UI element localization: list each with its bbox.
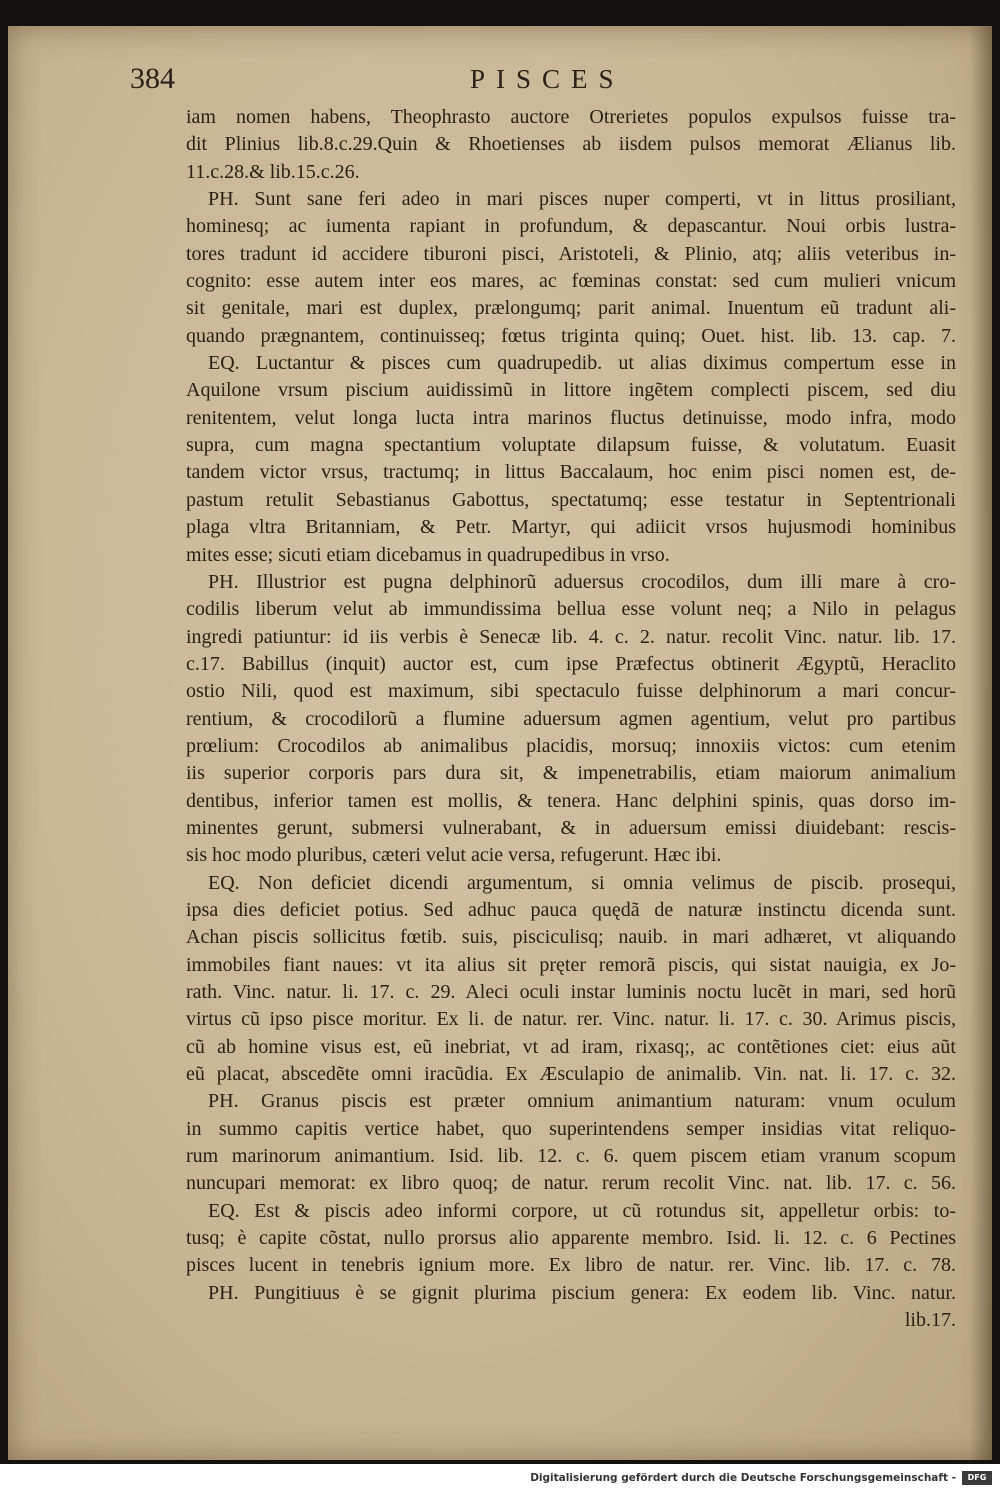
text-line: rum marinorum animantium. Isid. lib. 12. c. 6. quem piscem etiam vranum scopum [186, 1145, 956, 1168]
text-line: pisces lucent in tenebris ignium more. Ex libro de natur. rer. Vinc. lib. 17. c. 78. [186, 1254, 956, 1277]
text-line: renitentem, velut longa lucta intra marinos fluctus detinuisse, modo infra, modo [186, 406, 956, 429]
page-spine-shadow [970, 26, 992, 1460]
text-line: supra, cum magna spectantium voluptate dilapsum fuisse, & volutatum. Euasit [186, 434, 956, 457]
text-line: PH. Pungitiuus è se gignit plurima piscium genera: Ex eodem lib. Vinc. natur. [208, 1281, 956, 1304]
footer-credit: Digitalisierung gefördert durch die Deutsche Forschungsgemeinschaft - [530, 1472, 956, 1484]
text-line: codilis liberum velut ab immundissima bellua esse volunt neq; a Nilo in pelagus [186, 598, 956, 621]
text-line: EQ. Luctantur & pisces cum quadrupedib. ut alias diximus compertum esse in [208, 352, 956, 375]
text-line: PH. Granus piscis est præter omnium animantium naturam: vnum oculum [208, 1090, 956, 1113]
text-line: tandem victor vrsus, tractumq; in littus Baccalaum, hoc enim pisci nomen est, de- [186, 461, 956, 484]
catchword: lib.17. [904, 1309, 956, 1332]
text-line: eũ placat, abscedẽte omni iracũdia. Ex Æsculapio de animalib. Vin. nat. li. 17. c. 32. [186, 1063, 956, 1086]
text-line: quando prægnantem, continuisseq; fœtus triginta quinq; Ouet. hist. lib. 13. cap. 7. [186, 324, 956, 347]
text-line: minentes gerunt, submersi vulnerabant, & in aduersum emissi diuidebant: rescis- [186, 816, 956, 839]
text-line: rentium, & crocodilorũ a flumine aduersum agmen agentium, velut pro partibus [186, 707, 956, 730]
body-text [186, 104, 956, 1334]
text-line: Aquilone vrsum piscium auidissimũ in littore ingẽtem complecti piscem, sed diu [186, 379, 956, 402]
text-line: iam nomen habens, Theophrasto auctore Otrerietes populos expulsos fuisse tra- [186, 106, 956, 128]
text-line: ostio Nili, quod est maximum, sibi spectaculo fuisse delphinorum a mari concur- [186, 680, 956, 703]
text-line: in summo capitis vertice habet, quo superintendens semper insidias vitat reliquo- [186, 1117, 956, 1140]
text-line: sit genitale, mari est duplex, prælongumq; parit animal. Inuentum eũ tradunt ali- [186, 297, 956, 320]
text-line: immobiles fiant naues: vt ita alius sit pręter remorã piscis, qui sistat nauigia, ex Jo- [186, 953, 956, 976]
dfg-logo: DFG [962, 1471, 992, 1485]
text-line: hominesq; ac iumenta rapiant in profundum, & depascantur. Noui orbis lustra- [186, 215, 956, 238]
text-line: tores tradunt id accidere tiburoni pisci, Aristoteli, & Plinio, atq; aliis veteribus in- [186, 242, 956, 265]
text-line: virtus cũ ipso pisce moritur. Ex li. de natur. rer. Vinc. natur. li. 17. c. 30. Arimus piscis, [186, 1008, 956, 1031]
text-line: dit Plinius lib.8.c.29.Quin & Rhoetienses ab iisdem pulsos memorat Ælianus lib. [186, 133, 956, 156]
text-line: 11.c.28.& lib.15.c.26. [186, 160, 360, 183]
text-line: mites esse; sicuti etiam dicebamus in quadrupedibus in vrso. [186, 543, 670, 566]
text-line: Achan piscis sollicitus fœtib. suis, pisciculisq; nauib. in mari adhæret, vt aliquando [186, 926, 956, 949]
text-line: c.17. Babillus (inquit) auctor est, cum ipse Præfectus obtinerit Ægyptũ, Heraclito [186, 652, 956, 675]
text-line: pastum retulit Sebastianus Gabottus, spectatumq; esse testatur in Septentrionali [186, 488, 956, 511]
text-line: nuncupari memorat: ex libro quoq; de natur. rerum recolit Vinc. nat. lib. 17. c. 56. [186, 1172, 956, 1195]
page-number: 384 [130, 62, 175, 95]
footer-bar [0, 1464, 1000, 1494]
running-title: PISCES [470, 64, 625, 94]
text-line: dentibus, inferior tamen est mollis, & tenera. Hanc delphini spinis, quas dorso im- [186, 789, 956, 812]
text-line: plaga vltra Britanniam, & Petr. Martyr, qui adiicit vrsos hujusmodi hominibus [186, 516, 956, 539]
text-line: cognito: esse autem inter eos mares, ac fœminas constat: sed cum mulieri vnicum [186, 270, 956, 293]
text-line: cũ ab homine visus est, eũ inebriat, vt ad iram, rixasq;, ac contẽtiones ciet: eius aũt [186, 1035, 956, 1058]
text-line: PH. Illustrior est pugna delphinorũ aduersus crocodilos, dum illi mare à cro- [208, 570, 956, 593]
text-line: ipsa dies deficiet potius. Sed adhuc pauca quędã de naturæ instinctu dicenda sunt. [186, 898, 956, 921]
text-line: iis superior corporis pars dura sit, & impenetrabilis, etiam maiorum animalium [186, 762, 956, 785]
text-line: PH. Sunt sane feri adeo in mari pisces nuper comperti, vt in littus prosiliant, [208, 188, 956, 211]
text-line: tusq; è capite cõstat, nullo prorsus alio apparente membro. Isid. li. 12. c. 6 Pectines [186, 1227, 956, 1250]
text-line: EQ. Non deficiet dicendi argumentum, si omnia velimus de piscib. prosequi, [208, 871, 956, 894]
text-line: prœlium: Crocodilos ab animalibus placidis, morsuq; innoxiis victos: cum etenim [186, 734, 956, 757]
text-line: rath. Vinc. natur. li. 17. c. 29. Aleci oculi instar luminis noctu lucẽt in mari, sed horũ [186, 981, 956, 1003]
text-line: ingredi patiuntur: id iis verbis è Senecæ lib. 4. c. 2. natur. recolit Vinc. natur. lib. 17. [186, 625, 956, 648]
text-line: sis hoc modo pluribus, cæteri velut acie versa, refugerunt. Hæc ibi. [186, 844, 722, 867]
page-header [130, 62, 950, 102]
text-line: EQ. Est & piscis adeo informi corpore, ut cũ rotundus sit, appelletur orbis: to- [208, 1199, 956, 1222]
